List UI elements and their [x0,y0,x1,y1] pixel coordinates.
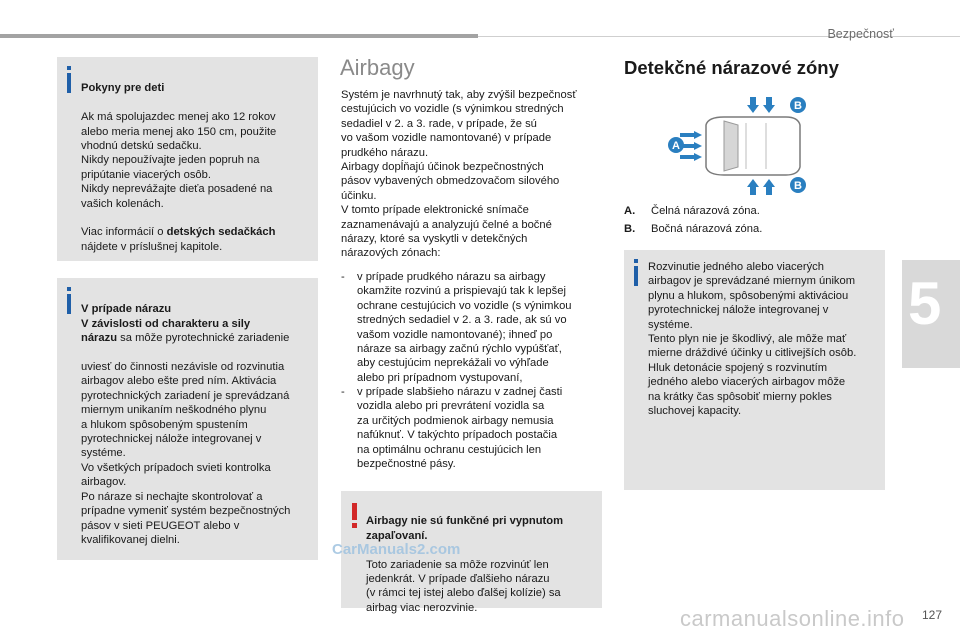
airbags-intro: Systém je navrhnutý tak, aby zvýšil bezpečnosť cestujúcich vo vozidle (s výnimkou stredných sedadiel v 2. a 3. rade, v prípade, že sú vo vašom vozidle namontované) v prípade prudkého nárazu. Airbagy dopĺňajú účinok bezpečnostných pásov vybavených obmedzovačom silového účinku. V tomto prípade elektronické snímače zaznamenávajú a analyzujú čelné a bočné nárazy, ktoré sa vyskytli v detekčných nárazových zónach: [341,89,577,260]
side-impact-arrows-bottom [747,179,775,195]
warning-title: Airbagy nie sú funkčné pri vypnutom zapaľovaní. [366,515,564,542]
warning-icon [352,503,357,520]
zone-b-label: B [794,100,802,112]
children-info-text: Pokyny pre deti Ak má spolujazdec menej ako 12 rokov alebo meria menej ako 150 cm, použite vhodnú detskú sedačku. Nikdy nepoužívajte jeden popruh na pripútanie viacerých osôb. Nikdy neprevážajte dieťa posadené na vašich kolenách. Viac informácií o detských sedačkách nájdete v príslušnej kapitole. [81,82,277,253]
children-info-title: Pokyny pre deti [81,82,165,95]
impact-info-text: V prípade nárazu V závislosti od charakteru a sily nárazu sa môže pyrotechnické zariadenie uviesť do činnosti nezávisle od rozvinutia airbagov alebo ešte pred ním. Aktivácia pyrotechnických zariadení je sprevádzaná miernym unikaním neškodného plynu a hlukom spôsobeným spustením pyrotechnickej nálože integrovanej v systéme. Vo všetkých prípadoch svieti kontrolka airbagov. Po náraze si nechajte skontrolovať a prípadne vymeniť systém bezpečnostných pásov v sieti PEUGEOT alebo v kvalifikovanej dielni. [81,303,291,546]
list-item: - v prípade prudkého nárazu sa airbagy okamžite rozvinú a prispievajú tak k lepšej ochrane cestujúcich vo vozidle (s výnimkou stredných sedadiel v 2. a 3. rade, ak sú vo vašom vozidle namontované); ihneď po náraze sa airbagy začnú rýchlo vypúšťať, aby cestujúcim neprekážali vo výhľade alebo pri prípadnom vystupovaní, [341,271,572,384]
header-rule [0,34,478,38]
list-item: - v prípade slabšieho nárazu v zadnej časti vozidla alebo pri prevrátení vozidla sa za určitých podmienok airbagy nemusia nafúknuť. V takýchto prípadoch postačia na optimálnu ochranu cestujúcich len bezpečnostné pásy. [341,386,563,471]
page-number: 127 [921,608,942,622]
warning-body: Toto zariadenie sa môže rozvinúť len jedenkrát. V prípade ďalšieho nárazu (v rámci tej istej alebo ďalšej kolízie) sa airbag viac nerozvinie. [366,558,561,614]
watermark-logo: CarManuals2.com [332,541,461,558]
chapter-tab [902,260,960,368]
airbags-heading: Airbagy [340,55,415,80]
impact-info-body: uviesť do činnosti nezávisle od rozvinutia airbagov alebo ešte pred ním. Aktivácia pyrotechnických zariadení je sprevádzaná miernym unikaním neškodného plynu a hlukom spôsobeným spustením pyrotechnickej nálože integrovanej v systéme. Vo všetkých prípadoch svieti kontrolka airbagov. Po náraze si nechajte skontrolovať a prípadne vymeniť systém bezpečnostných pásov v sieti PEUGEOT alebo v kvalifikovanej dielni. [81,361,291,546]
side-impact-arrows-top [747,97,775,113]
chapter-number: 5 [908,270,942,337]
impact-info-title: V prípade nárazu V závislosti od charakteru a sily nárazu [81,303,251,345]
child-seats-term: detských sedačkách [166,226,276,239]
vehicle-top-view-icon [666,95,816,195]
info-icon [67,73,71,93]
impact-info-box [57,278,318,560]
list-item-text: v prípade prudkého nárazu sa airbagy okamžite rozvinú a prispievajú tak k lepšej ochrane cestujúcich vo vozidle (s výnimkou stredných sedadiel v 2. a 3. rade, ak sú vo vašom vozidle namontované); ihneď po náraze sa airbagy začnú rýchlo vypúšťať, aby cestujúcim neprekážali vo výhľade alebo pri prípadnom vystupovaní, [357,271,572,384]
gas-info-text: Rozvinutie jedného alebo viacerých airbagov je sprevádzané miernym únikom plynu a hlukom, spôsobenými aktiváciou pyrotechnickej nálože integrovanej v systéme. Tento plyn nie je škodlivý, ale môže mať mierne dráždivé účinky u citlivejších osôb. Hluk detonácie spojený s rozvinutím jedného alebo viacerých airbagov môže na krátky čas spôsobiť mierny pokles sluchovej kapacity. [648,261,857,418]
watermark-site: carmanualsonline.info [680,606,905,631]
info-icon [67,294,71,314]
legend-item: B. Bočná nárazová zóna. [624,223,763,235]
legend-item: A. Čelná nárazová zóna. [624,205,760,217]
zone-a-label: A [672,140,680,152]
list-item-text: v prípade slabšieho nárazu v zadnej časti vozidla alebo pri prevrátení vozidla sa za určitých podmienok airbagy nemusia nafúknuť. V takýchto prípadoch postačia na optimálnu ochranu cestujúcich len bezpečnostné pásy. [357,386,563,471]
impact-zones-diagram [666,95,816,195]
zone-b-label: B [794,180,802,192]
gas-info-box [624,250,885,490]
impact-zones-heading: Detekčné nárazové zóny [624,57,839,78]
info-icon [634,266,638,286]
children-info-box [57,57,318,261]
section-label: Bezpečnosť [827,27,894,41]
children-info-body: Ak má spolujazdec menej ako 12 rokov alebo meria menej ako 150 cm, použite vhodnú detskú sedačku. Nikdy nepoužívajte jeden popruh na pripútanie viacerých osôb. Nikdy neprevážajte dieťa posadené na vašich kolenách. [81,111,277,210]
